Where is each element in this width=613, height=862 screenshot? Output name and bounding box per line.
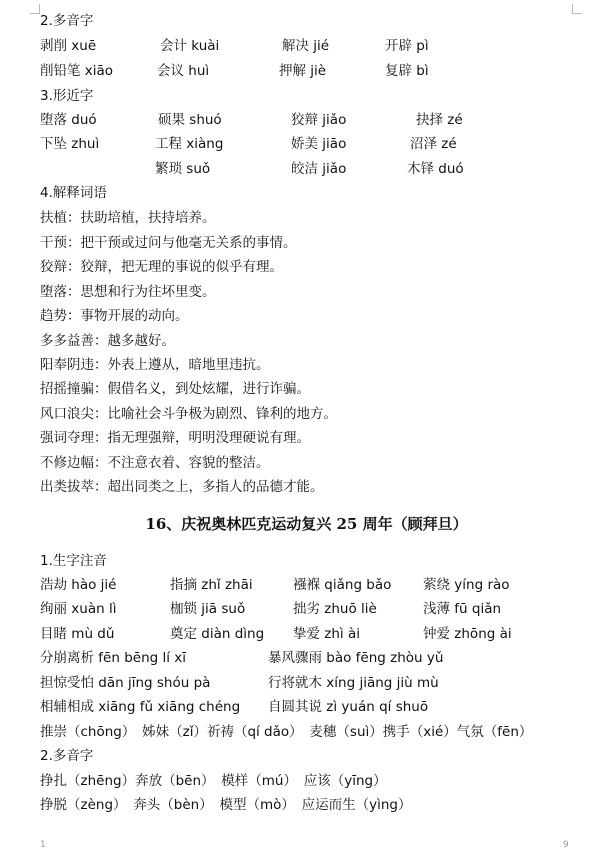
word-cell: 相辅相成 xiāng fǔ xiāng chéng: [40, 699, 241, 715]
section-heading-polyphonic: 2.多音字: [40, 13, 94, 29]
word-cell: 剥削 xuē: [40, 38, 97, 54]
word-cell: 奠定 diàn dìng: [170, 626, 265, 642]
definition-line: 招摇撞骗：假借名义，到处炫耀，进行诈骗。: [40, 381, 310, 397]
definition-line: 趋势：事物开展的动向。: [40, 308, 189, 324]
word-cell: 狡辩 jiǎo: [291, 112, 347, 128]
definition-line: 出类拔萃：超出同类之上，多指人的品德才能。: [40, 479, 324, 495]
word-cell: 会计 kuài: [160, 38, 220, 54]
definition-line: 不修边幅：不注意衣着、容貌的整洁。: [40, 455, 270, 471]
polyphonic-line: 挣扎（zhēng）奔放（bēn） 模样（mú） 应该（yīng）: [40, 773, 387, 789]
word-cell: 浩劫 hào jié: [40, 577, 117, 593]
polyphonic-line: 挣脱（zèng） 奔头（bèn） 模型（mò） 应运而生（yìng）: [40, 797, 412, 813]
word-cell: 工程 xiàng: [155, 136, 224, 152]
crop-mark-top-right: [572, 4, 582, 14]
word-cell: 自圆其说 zì yuán qí shuō: [268, 699, 429, 715]
definition-line: 干预：把干预或过问与他毫无关系的事情。: [40, 235, 297, 251]
page-corner-right: 9: [563, 840, 569, 850]
word-cell: 皎洁 jiǎo: [291, 161, 347, 177]
page-corner-left: 1: [40, 840, 46, 850]
word-cell: 繁琐 suǒ: [155, 161, 211, 177]
definition-line: 强词夺理：指无理强辩，明明没理硬说有理。: [40, 430, 310, 446]
word-cell: 分崩离析 fēn bēng lí xī: [40, 650, 187, 666]
word-cell: 钟爱 zhōng ài: [423, 626, 512, 642]
definition-line: 狡辩：狡辩，把无理的事说的似乎有理。: [40, 259, 283, 275]
word-cell: 下坠 zhuì: [40, 136, 100, 152]
word-cell: 行将就木 xíng jiāng jiù mù: [268, 675, 439, 691]
phonetic-inline-line: 推崇（chōng） 姊妹（zǐ）祈祷（qí dǎo） 麦穗（suì）携手（xié）气氛（fēn）: [40, 724, 533, 740]
word-cell: 绚丽 xuàn lì: [40, 601, 117, 617]
word-cell: 复辟 bì: [385, 63, 429, 79]
word-cell: 削铅笔 xiāo: [40, 63, 114, 79]
word-cell: 会议 huì: [157, 63, 210, 79]
word-cell: 堕落 duó: [40, 112, 97, 128]
lesson-title: 16、庆祝奥林匹克运动复兴 25 周年（顾拜旦）: [145, 515, 468, 533]
section-heading-phonetic: 1.生字注音: [40, 553, 107, 569]
word-cell: 抉择 zé: [416, 112, 463, 128]
definition-line: 风口浪尖：比喻社会斗争极为剧烈、锋利的地方。: [40, 406, 337, 422]
word-cell: 暴风骤雨 bào fēng zhòu yǔ: [268, 650, 444, 666]
word-cell: 拙劣 zhuō liè: [293, 601, 377, 617]
word-cell: 襁褓 qiǎng bǎo: [293, 577, 392, 593]
word-cell: 挚爱 zhì ài: [293, 626, 360, 642]
word-cell: 娇美 jiāo: [291, 136, 347, 152]
word-cell: 指摘 zhǐ zhāi: [170, 577, 253, 593]
word-cell: 目睹 mù dǔ: [40, 626, 115, 642]
word-cell: 开辟 pì: [385, 38, 429, 54]
section-heading-polyphonic-2: 2.多音字: [40, 748, 94, 764]
word-cell: 浅薄 fū qiǎn: [423, 601, 502, 617]
definition-line: 扶植：扶助培植，扶持培养。: [40, 210, 216, 226]
section-heading-similar: 3.形近字: [40, 88, 94, 104]
definition-line: 堕落：思想和行为往坏里变。: [40, 284, 216, 300]
word-cell: 押解 jiè: [279, 63, 327, 79]
definition-line: 阳奉阴违：外表上遵从，暗地里违抗。: [40, 357, 270, 373]
word-cell: 沼泽 zé: [410, 136, 457, 152]
word-cell: 硕果 shuó: [158, 112, 222, 128]
word-cell: 木铎 duó: [407, 161, 464, 177]
word-cell: 解决 jié: [282, 38, 330, 54]
word-cell: 萦绕 yíng rào: [423, 577, 510, 593]
crop-mark-top-left: [30, 4, 40, 14]
section-heading-explain: 4.解释词语: [40, 185, 107, 201]
word-cell: 担惊受怕 dān jīng shóu pà: [40, 675, 211, 691]
definition-line: 多多益善：越多越好。: [40, 333, 175, 349]
word-cell: 枷锁 jiā suǒ: [170, 601, 246, 617]
